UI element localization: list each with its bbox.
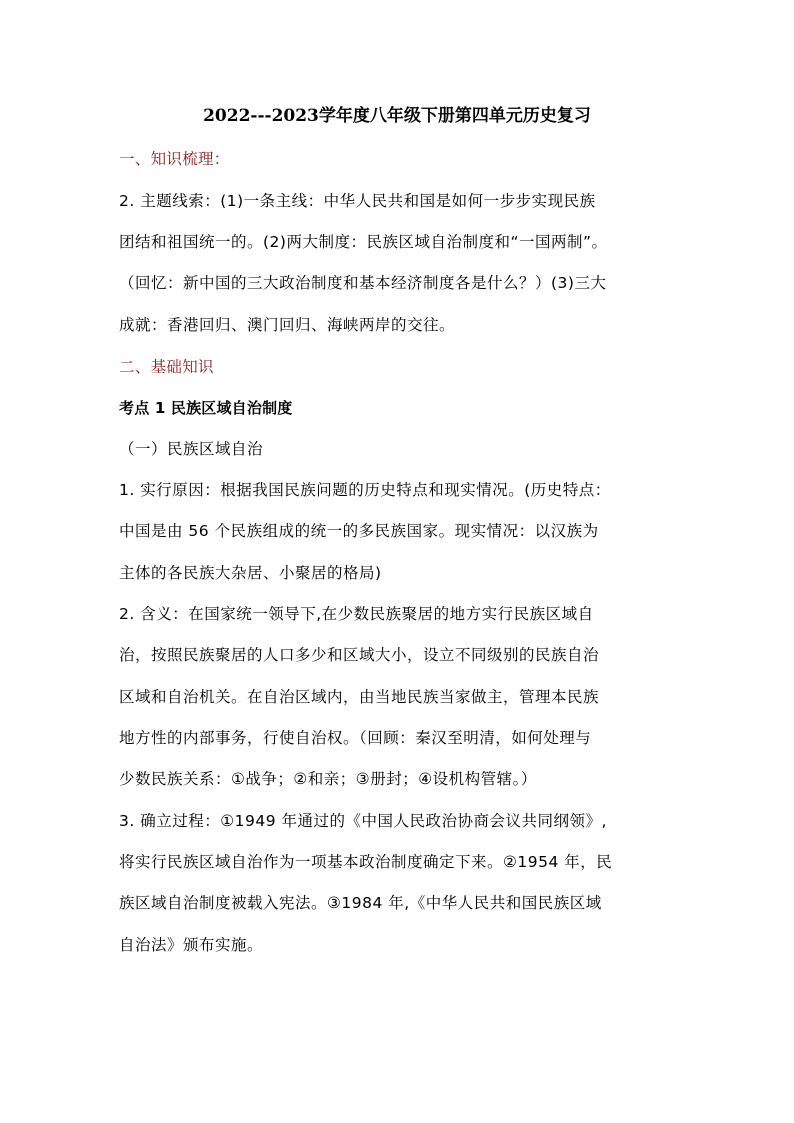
paragraph-line: 中国是由 56 个民族组成的统一的多民族国家。现实情况：以汉族为 [119,522,599,540]
paragraph-line: 2. 含义：在国家统一领导下,在少数民族聚居的地方实行民族区域自 [119,605,594,623]
paragraph-line: （回忆：新中国的三大政治制度和基本经济制度各是什么？）(3)三大 [119,274,607,292]
kaodian-heading: 考点 1 民族区域自治制度 [119,399,293,417]
section-heading-knowledge: 一、知识梳理： [119,150,230,168]
paragraph-line: 少数民族关系：①战争；②和亲；③册封；④设机构管辖。） [119,770,537,788]
subheading: （一）民族区域自治 [119,440,264,458]
paragraph-line: 主体的各民族大杂居、小聚居的格局) [119,564,382,582]
paragraph-line: 1. 实行原因：根据我国民族问题的历史特点和现实情况。(历史特点： [119,481,611,499]
paragraph-line: 治，按照民族聚居的人口多少和区域大小，设立不同级别的民族自治 [119,646,600,664]
paragraph-line: 成就：香港回归、澳门回归、海峡两岸的交往。 [119,316,456,334]
paragraph-line: 族区域自治制度被载入宪法。③1984 年,《中华人民共和国民族区域 [119,894,602,912]
paragraph-line: 自治法》颁布实施。 [119,936,264,954]
paragraph-line: 区域和自治机关。在自治区域内，由当地民族当家做主，管理本民族 [119,688,600,706]
paragraph-line: 地方性的内部事务，行使自治权。（回顾：秦汉至明清，如何处理与 [119,729,592,747]
paragraph-line: 团结和祖国统一的。(2)两大制度：民族区域自治制度和“一国两制”。 [119,233,608,251]
paragraph-line: 3. 确立过程：①1949 年通过的《中国人民政治协商会议共同纲领》, [119,812,607,830]
document-title: 2022---2023学年度八年级下册第四单元历史复习 [203,106,591,126]
paragraph-line: 将实行民族区域自治作为一项基本政治制度确定下来。②1954 年，民 [119,853,613,871]
paragraph-line: 2. 主题线索：(1)一条主线：中华人民共和国是如何一步步实现民族 [119,192,596,210]
section-heading-basics: 二、基础知识 [119,358,214,376]
